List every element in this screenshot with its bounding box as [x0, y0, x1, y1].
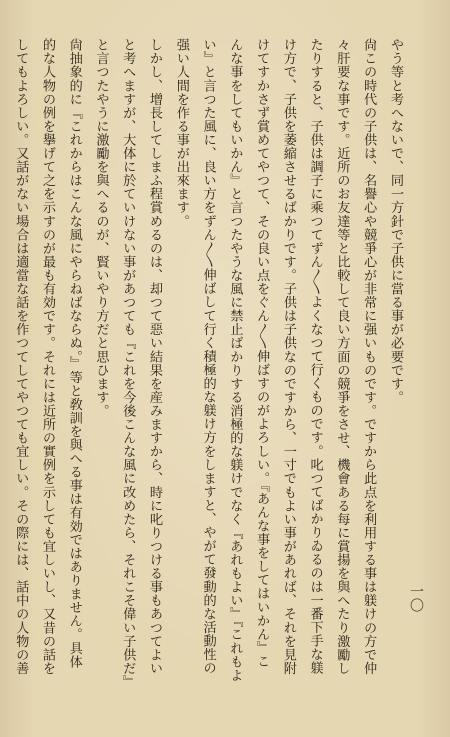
text-column-9: 强い人間を作る事が出來ます。 [173, 38, 189, 228]
text-column-8: い』と言つた風に、良い方をずん〳〵伸ばして行く積極的な躾け方をしますと、やがて發動的な活動性の [200, 38, 216, 675]
text-column-2: 尙この時代の子供は、名譽心や競爭心が非常に强いものです。ですから此点を利用する事は躾けの方で仲 [361, 38, 377, 675]
text-column-4: たりすると、子供は調子に乘つてずん〳〵よくなつて行くものです。叱つてばかりゐるのは一番下手な躾 [307, 38, 323, 675]
text-column-1: やう等と考へないで、同一方針で子供に當る事が必要です。 [387, 38, 403, 404]
text-column-13: 尙抽象的に『これからはこんな風にやらねばならぬ。』等と敎訓を與へる事は有効ではありません。具体 [66, 38, 82, 669]
text-column-3: 々肝要な事です。近所のお友達等と比較して良い方面の競爭をさせ、機會ある每に賞揚を與へたり激勵し [334, 38, 350, 675]
page-number: 一〇 [408, 584, 424, 612]
text-column-5: け方で、子供を萎縮させるばかりです。子供は子供なのですから、一寸でもよい事があれば、それを見附 [280, 38, 296, 675]
text-column-6: けてすかさず賞めてやつて、その良い点をぐん〳〵伸ばすのがよろしい。『あんな事をしてはいかん』こ [254, 38, 270, 668]
text-column-11: と考へますが、大体に於ていけない事があつても『これを今後こんな風に改めたら、それこそ偉い子供だ』 [120, 38, 136, 689]
text-column-7: んな事をしてもいかん』と言つたやうな風に禁止ばかりする消極的な躾けでなく『あれもよい』『これもよ [227, 38, 243, 682]
vertical-text-body [14, 38, 402, 708]
text-column-10: しかし、增長してしまふ程賞めるのは、却つて惡い結果を産みますから、時に叱りつける事もあつてよい [147, 38, 163, 675]
text-column-14: 的な人物の例を擧げて之を示すのが最も有効です。それには近所の實例を示しても宜しいし、又昔の話を [39, 38, 55, 675]
text-column-15: してもよろしい。又話がない場合は適當な話を作つてしてやつても宜しい。その際には、話中の人物の善 [13, 38, 29, 675]
text-column-12: と言つたやうに激勵を與へるのが、賢いやり方だと思ひます。 [93, 38, 109, 418]
